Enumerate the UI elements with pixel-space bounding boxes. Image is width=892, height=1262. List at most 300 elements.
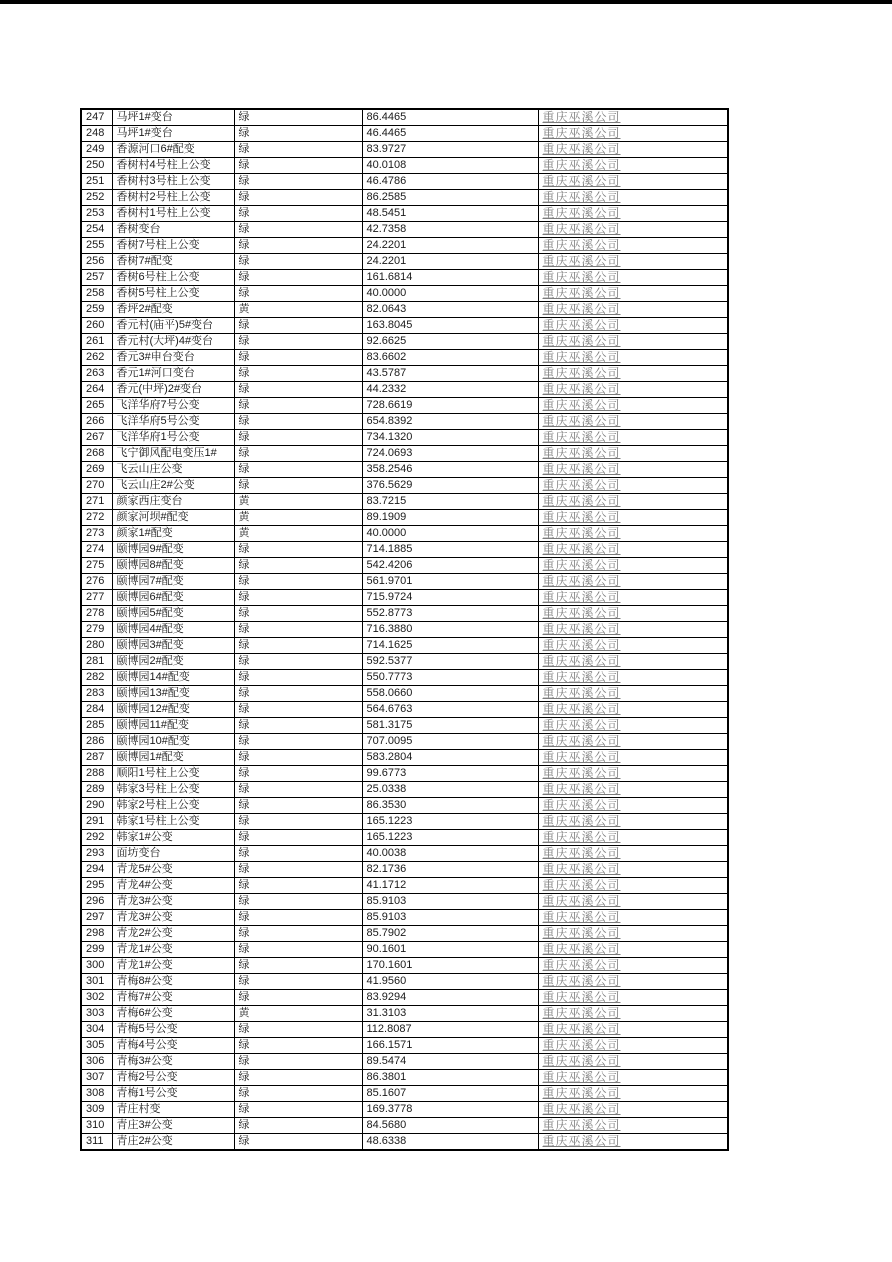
company-cell bbox=[538, 766, 728, 782]
row-number-cell: 284 bbox=[81, 702, 112, 718]
row-number-cell: 249 bbox=[81, 142, 112, 158]
value-cell: 592.5377 bbox=[362, 654, 538, 670]
company-cell bbox=[538, 350, 728, 366]
company-link[interactable]: 重庆巫溪公司 bbox=[542, 1037, 621, 1052]
name-cell: 颐博园12#配变 bbox=[112, 702, 234, 718]
company-cell bbox=[538, 126, 728, 142]
status-cell: 绿 bbox=[234, 286, 362, 302]
company-cell bbox=[538, 654, 728, 670]
company-link[interactable]: 重庆巫溪公司 bbox=[542, 957, 621, 972]
table-row bbox=[81, 1086, 728, 1102]
company-link[interactable]: 重庆巫溪公司 bbox=[542, 669, 621, 684]
name-cell: 颐博园1#配变 bbox=[112, 750, 234, 766]
company-cell bbox=[538, 750, 728, 766]
status-cell: 绿 bbox=[234, 734, 362, 750]
company-link[interactable]: 重庆巫溪公司 bbox=[542, 189, 621, 204]
company-cell bbox=[538, 526, 728, 542]
company-link[interactable]: 重庆巫溪公司 bbox=[542, 1085, 621, 1100]
company-link[interactable]: 重庆巫溪公司 bbox=[542, 829, 621, 844]
company-cell bbox=[538, 302, 728, 318]
company-link[interactable]: 重庆巫溪公司 bbox=[542, 253, 621, 268]
value-cell: 86.2585 bbox=[362, 190, 538, 206]
status-cell: 绿 bbox=[234, 462, 362, 478]
value-cell: 46.4786 bbox=[362, 174, 538, 190]
value-cell: 42.7358 bbox=[362, 222, 538, 238]
value-cell: 48.6338 bbox=[362, 1134, 538, 1151]
company-link[interactable]: 重庆巫溪公司 bbox=[542, 397, 621, 412]
status-cell: 绿 bbox=[234, 974, 362, 990]
company-link[interactable]: 重庆巫溪公司 bbox=[542, 925, 621, 940]
company-link[interactable]: 重庆巫溪公司 bbox=[542, 685, 621, 700]
status-cell: 绿 bbox=[234, 382, 362, 398]
row-number-cell: 266 bbox=[81, 414, 112, 430]
value-cell: 86.4465 bbox=[362, 109, 538, 126]
value-cell: 561.9701 bbox=[362, 574, 538, 590]
row-number-cell: 252 bbox=[81, 190, 112, 206]
value-cell: 85.7902 bbox=[362, 926, 538, 942]
company-cell bbox=[538, 238, 728, 254]
company-link[interactable]: 重庆巫溪公司 bbox=[542, 989, 621, 1004]
company-link[interactable]: 重庆巫溪公司 bbox=[542, 637, 621, 652]
name-cell: 青梅8#公变 bbox=[112, 974, 234, 990]
status-cell: 绿 bbox=[234, 606, 362, 622]
table-row bbox=[81, 974, 728, 990]
row-number-cell: 295 bbox=[81, 878, 112, 894]
name-cell: 颐博园8#配变 bbox=[112, 558, 234, 574]
name-cell: 颐博园2#配变 bbox=[112, 654, 234, 670]
value-cell: 31.3103 bbox=[362, 1006, 538, 1022]
table-row bbox=[81, 1054, 728, 1070]
company-link[interactable]: 重庆巫溪公司 bbox=[542, 973, 621, 988]
company-link[interactable]: 重庆巫溪公司 bbox=[542, 701, 621, 716]
value-cell: 714.1885 bbox=[362, 542, 538, 558]
company-link[interactable]: 重庆巫溪公司 bbox=[542, 717, 621, 732]
status-cell: 绿 bbox=[234, 1086, 362, 1102]
status-cell: 绿 bbox=[234, 782, 362, 798]
company-link[interactable]: 重庆巫溪公司 bbox=[542, 861, 621, 876]
row-number-cell: 274 bbox=[81, 542, 112, 558]
table-row bbox=[81, 174, 728, 190]
row-number-cell: 279 bbox=[81, 622, 112, 638]
table-row bbox=[81, 302, 728, 318]
company-cell bbox=[538, 414, 728, 430]
table-row bbox=[81, 1102, 728, 1118]
value-cell: 552.8773 bbox=[362, 606, 538, 622]
company-link[interactable]: 重庆巫溪公司 bbox=[542, 493, 621, 508]
row-number-cell: 307 bbox=[81, 1070, 112, 1086]
company-link[interactable]: 重庆巫溪公司 bbox=[542, 1101, 621, 1116]
status-cell: 绿 bbox=[234, 1022, 362, 1038]
table-row bbox=[81, 270, 728, 286]
value-cell: 83.9294 bbox=[362, 990, 538, 1006]
table-row bbox=[81, 990, 728, 1006]
table-row bbox=[81, 958, 728, 974]
name-cell: 青龙4#公变 bbox=[112, 878, 234, 894]
status-cell: 绿 bbox=[234, 766, 362, 782]
status-cell: 黄 bbox=[234, 510, 362, 526]
name-cell: 飞云山庄2#公变 bbox=[112, 478, 234, 494]
table-row bbox=[81, 590, 728, 606]
value-cell: 85.1607 bbox=[362, 1086, 538, 1102]
company-cell bbox=[538, 142, 728, 158]
name-cell: 青庄村变 bbox=[112, 1102, 234, 1118]
row-number-cell: 311 bbox=[81, 1134, 112, 1151]
company-link[interactable]: 重庆巫溪公司 bbox=[542, 765, 621, 780]
status-cell: 绿 bbox=[234, 238, 362, 254]
name-cell: 香元村(庙平)5#变台 bbox=[112, 318, 234, 334]
value-cell: 40.0038 bbox=[362, 846, 538, 862]
company-link[interactable]: 重庆巫溪公司 bbox=[542, 573, 621, 588]
table-row bbox=[81, 398, 728, 414]
name-cell: 青梅5号公变 bbox=[112, 1022, 234, 1038]
company-cell bbox=[538, 910, 728, 926]
company-link[interactable]: 重庆巫溪公司 bbox=[542, 301, 621, 316]
company-link[interactable]: 重庆巫溪公司 bbox=[542, 733, 621, 748]
table-row bbox=[81, 1134, 728, 1151]
row-number-cell: 247 bbox=[81, 109, 112, 126]
company-cell bbox=[538, 926, 728, 942]
company-link[interactable]: 重庆巫溪公司 bbox=[542, 173, 621, 188]
value-cell: 163.8045 bbox=[362, 318, 538, 334]
value-cell: 40.0000 bbox=[362, 526, 538, 542]
table-row bbox=[81, 734, 728, 750]
table-row bbox=[81, 686, 728, 702]
name-cell: 韩家2号柱上公变 bbox=[112, 798, 234, 814]
table-row bbox=[81, 238, 728, 254]
company-link[interactable]: 重庆巫溪公司 bbox=[542, 893, 621, 908]
status-cell: 绿 bbox=[234, 1102, 362, 1118]
row-number-cell: 309 bbox=[81, 1102, 112, 1118]
company-link[interactable]: 重庆巫溪公司 bbox=[542, 845, 621, 860]
row-number-cell: 258 bbox=[81, 286, 112, 302]
value-cell: 165.1223 bbox=[362, 830, 538, 846]
value-cell: 542.4206 bbox=[362, 558, 538, 574]
name-cell: 香树村4号柱上公变 bbox=[112, 158, 234, 174]
company-cell bbox=[538, 1038, 728, 1054]
company-link[interactable]: 重庆巫溪公司 bbox=[542, 205, 621, 220]
row-number-cell: 297 bbox=[81, 910, 112, 926]
company-link[interactable]: 重庆巫溪公司 bbox=[542, 653, 621, 668]
status-cell: 绿 bbox=[234, 126, 362, 142]
table-row bbox=[81, 766, 728, 782]
name-cell: 青庄3#公变 bbox=[112, 1118, 234, 1134]
company-link[interactable]: 重庆巫溪公司 bbox=[542, 589, 621, 604]
company-cell bbox=[538, 366, 728, 382]
transformer-table bbox=[80, 108, 729, 1151]
company-link[interactable]: 重庆巫溪公司 bbox=[542, 445, 621, 460]
name-cell: 韩家3号柱上公变 bbox=[112, 782, 234, 798]
page-top-border-line bbox=[0, 0, 892, 4]
table-row bbox=[81, 798, 728, 814]
row-number-cell: 304 bbox=[81, 1022, 112, 1038]
company-link[interactable]: 重庆巫溪公司 bbox=[542, 461, 621, 476]
value-cell: 85.9103 bbox=[362, 894, 538, 910]
row-number-cell: 248 bbox=[81, 126, 112, 142]
value-cell: 169.3778 bbox=[362, 1102, 538, 1118]
name-cell: 香坪2#配变 bbox=[112, 302, 234, 318]
company-cell bbox=[538, 702, 728, 718]
status-cell: 绿 bbox=[234, 750, 362, 766]
table-row bbox=[81, 158, 728, 174]
company-link[interactable]: 重庆巫溪公司 bbox=[542, 1133, 621, 1148]
row-number-cell: 303 bbox=[81, 1006, 112, 1022]
row-number-cell: 282 bbox=[81, 670, 112, 686]
company-link[interactable]: 重庆巫溪公司 bbox=[542, 1053, 621, 1068]
company-link[interactable]: 重庆巫溪公司 bbox=[542, 941, 621, 956]
row-number-cell: 292 bbox=[81, 830, 112, 846]
table-row bbox=[81, 750, 728, 766]
company-link[interactable]: 重庆巫溪公司 bbox=[542, 285, 621, 300]
value-cell: 84.5680 bbox=[362, 1118, 538, 1134]
company-cell bbox=[538, 382, 728, 398]
company-link[interactable]: 重庆巫溪公司 bbox=[542, 349, 621, 364]
name-cell: 飞洋华府7号公变 bbox=[112, 398, 234, 414]
company-link[interactable]: 重庆巫溪公司 bbox=[542, 317, 621, 332]
row-number-cell: 301 bbox=[81, 974, 112, 990]
name-cell: 颐博园13#配变 bbox=[112, 686, 234, 702]
row-number-cell: 286 bbox=[81, 734, 112, 750]
company-link[interactable]: 重庆巫溪公司 bbox=[542, 525, 621, 540]
row-number-cell: 300 bbox=[81, 958, 112, 974]
name-cell: 青龙1#公变 bbox=[112, 942, 234, 958]
value-cell: 85.9103 bbox=[362, 910, 538, 926]
name-cell: 飞宁御风配电变压1# bbox=[112, 446, 234, 462]
name-cell: 颐博园4#配变 bbox=[112, 622, 234, 638]
row-number-cell: 255 bbox=[81, 238, 112, 254]
company-cell bbox=[538, 798, 728, 814]
name-cell: 香树7号柱上公变 bbox=[112, 238, 234, 254]
company-link[interactable]: 重庆巫溪公司 bbox=[542, 141, 621, 156]
company-cell bbox=[538, 334, 728, 350]
row-number-cell: 265 bbox=[81, 398, 112, 414]
row-number-cell: 264 bbox=[81, 382, 112, 398]
status-cell: 绿 bbox=[234, 942, 362, 958]
company-cell bbox=[538, 734, 728, 750]
value-cell: 581.3175 bbox=[362, 718, 538, 734]
company-link[interactable]: 重庆巫溪公司 bbox=[542, 413, 621, 428]
company-link[interactable]: 重庆巫溪公司 bbox=[542, 1069, 621, 1084]
row-number-cell: 294 bbox=[81, 862, 112, 878]
status-cell: 绿 bbox=[234, 638, 362, 654]
company-cell bbox=[538, 1070, 728, 1086]
value-cell: 89.5474 bbox=[362, 1054, 538, 1070]
company-link[interactable]: 重庆巫溪公司 bbox=[542, 877, 621, 892]
value-cell: 44.2332 bbox=[362, 382, 538, 398]
company-link[interactable]: 重庆巫溪公司 bbox=[542, 429, 621, 444]
company-cell bbox=[538, 109, 728, 126]
value-cell: 550.7773 bbox=[362, 670, 538, 686]
table-row bbox=[81, 318, 728, 334]
table-row bbox=[81, 510, 728, 526]
row-number-cell: 272 bbox=[81, 510, 112, 526]
company-link[interactable]: 重庆巫溪公司 bbox=[542, 269, 621, 284]
table-row bbox=[81, 142, 728, 158]
value-cell: 83.9727 bbox=[362, 142, 538, 158]
table-row bbox=[81, 782, 728, 798]
company-link[interactable]: 重庆巫溪公司 bbox=[542, 221, 621, 236]
table-row bbox=[81, 222, 728, 238]
company-link[interactable]: 重庆巫溪公司 bbox=[542, 381, 621, 396]
name-cell: 马坪1#变台 bbox=[112, 126, 234, 142]
company-cell bbox=[538, 622, 728, 638]
row-number-cell: 267 bbox=[81, 430, 112, 446]
row-number-cell: 270 bbox=[81, 478, 112, 494]
value-cell: 112.8087 bbox=[362, 1022, 538, 1038]
value-cell: 82.0643 bbox=[362, 302, 538, 318]
status-cell: 绿 bbox=[234, 670, 362, 686]
status-cell: 绿 bbox=[234, 174, 362, 190]
company-link[interactable]: 重庆巫溪公司 bbox=[542, 621, 621, 636]
status-cell: 绿 bbox=[234, 542, 362, 558]
company-link[interactable]: 重庆巫溪公司 bbox=[542, 909, 621, 924]
row-number-cell: 262 bbox=[81, 350, 112, 366]
company-link[interactable]: 重庆巫溪公司 bbox=[542, 109, 621, 124]
company-link[interactable]: 重庆巫溪公司 bbox=[542, 781, 621, 796]
row-number-cell: 281 bbox=[81, 654, 112, 670]
row-number-cell: 261 bbox=[81, 334, 112, 350]
company-cell bbox=[538, 942, 728, 958]
name-cell: 香元1#河口变台 bbox=[112, 366, 234, 382]
status-cell: 绿 bbox=[234, 654, 362, 670]
company-cell bbox=[538, 1086, 728, 1102]
value-cell: 716.3880 bbox=[362, 622, 538, 638]
company-link[interactable]: 重庆巫溪公司 bbox=[542, 237, 621, 252]
company-link[interactable]: 重庆巫溪公司 bbox=[542, 477, 621, 492]
row-number-cell: 288 bbox=[81, 766, 112, 782]
table-row bbox=[81, 926, 728, 942]
value-cell: 48.5451 bbox=[362, 206, 538, 222]
company-cell bbox=[538, 862, 728, 878]
table-row bbox=[81, 494, 728, 510]
company-link[interactable]: 重庆巫溪公司 bbox=[542, 1005, 621, 1020]
value-cell: 734.1320 bbox=[362, 430, 538, 446]
status-cell: 绿 bbox=[234, 446, 362, 462]
company-link[interactable]: 重庆巫溪公司 bbox=[542, 557, 621, 572]
company-link[interactable]: 重庆巫溪公司 bbox=[542, 797, 621, 812]
table-row bbox=[81, 382, 728, 398]
status-cell: 黄 bbox=[234, 494, 362, 510]
name-cell: 颜家河坝#配变 bbox=[112, 510, 234, 526]
table-row bbox=[81, 350, 728, 366]
row-number-cell: 293 bbox=[81, 846, 112, 862]
company-link[interactable]: 重庆巫溪公司 bbox=[542, 333, 621, 348]
company-cell bbox=[538, 1006, 728, 1022]
row-number-cell: 298 bbox=[81, 926, 112, 942]
company-link[interactable]: 重庆巫溪公司 bbox=[542, 1021, 621, 1036]
name-cell: 颐博园3#配变 bbox=[112, 638, 234, 654]
value-cell: 564.6763 bbox=[362, 702, 538, 718]
company-link[interactable]: 重庆巫溪公司 bbox=[542, 749, 621, 764]
value-cell: 714.1625 bbox=[362, 638, 538, 654]
name-cell: 青龙3#公变 bbox=[112, 910, 234, 926]
company-cell bbox=[538, 254, 728, 270]
status-cell: 绿 bbox=[234, 894, 362, 910]
name-cell: 香树6号柱上公变 bbox=[112, 270, 234, 286]
value-cell: 99.6773 bbox=[362, 766, 538, 782]
status-cell: 绿 bbox=[234, 190, 362, 206]
table-row bbox=[81, 1070, 728, 1086]
table-row bbox=[81, 814, 728, 830]
value-cell: 40.0000 bbox=[362, 286, 538, 302]
status-cell: 绿 bbox=[234, 1134, 362, 1151]
name-cell: 香树7#配变 bbox=[112, 254, 234, 270]
company-cell bbox=[538, 846, 728, 862]
row-number-cell: 290 bbox=[81, 798, 112, 814]
company-link[interactable]: 重庆巫溪公司 bbox=[542, 541, 621, 556]
company-link[interactable]: 重庆巫溪公司 bbox=[542, 125, 621, 140]
status-cell: 绿 bbox=[234, 958, 362, 974]
row-number-cell: 259 bbox=[81, 302, 112, 318]
status-cell: 绿 bbox=[234, 910, 362, 926]
company-cell bbox=[538, 318, 728, 334]
status-cell: 绿 bbox=[234, 574, 362, 590]
value-cell: 170.1601 bbox=[362, 958, 538, 974]
table-body bbox=[81, 109, 728, 1150]
company-cell bbox=[538, 814, 728, 830]
table-row bbox=[81, 1006, 728, 1022]
company-cell bbox=[538, 158, 728, 174]
name-cell: 马坪1#变台 bbox=[112, 109, 234, 126]
name-cell: 青梅7#公变 bbox=[112, 990, 234, 1006]
table-row bbox=[81, 109, 728, 126]
company-link[interactable]: 重庆巫溪公司 bbox=[542, 365, 621, 380]
row-number-cell: 256 bbox=[81, 254, 112, 270]
value-cell: 83.6602 bbox=[362, 350, 538, 366]
value-cell: 165.1223 bbox=[362, 814, 538, 830]
table-row bbox=[81, 1038, 728, 1054]
status-cell: 绿 bbox=[234, 206, 362, 222]
value-cell: 583.2804 bbox=[362, 750, 538, 766]
status-cell: 绿 bbox=[234, 926, 362, 942]
company-cell bbox=[538, 206, 728, 222]
company-link[interactable]: 重庆巫溪公司 bbox=[542, 1117, 621, 1132]
company-link[interactable]: 重庆巫溪公司 bbox=[542, 813, 621, 828]
company-link[interactable]: 重庆巫溪公司 bbox=[542, 509, 621, 524]
table-row bbox=[81, 894, 728, 910]
name-cell: 颐博园14#配变 bbox=[112, 670, 234, 686]
name-cell: 颜家1#配变 bbox=[112, 526, 234, 542]
value-cell: 90.1601 bbox=[362, 942, 538, 958]
company-link[interactable]: 重庆巫溪公司 bbox=[542, 605, 621, 620]
row-number-cell: 308 bbox=[81, 1086, 112, 1102]
value-cell: 166.1571 bbox=[362, 1038, 538, 1054]
table-row bbox=[81, 910, 728, 926]
table-row bbox=[81, 1022, 728, 1038]
value-cell: 24.2201 bbox=[362, 254, 538, 270]
value-cell: 358.2546 bbox=[362, 462, 538, 478]
name-cell: 颐博园10#配变 bbox=[112, 734, 234, 750]
row-number-cell: 275 bbox=[81, 558, 112, 574]
name-cell: 韩家1#公变 bbox=[112, 830, 234, 846]
company-cell bbox=[538, 974, 728, 990]
company-cell bbox=[538, 558, 728, 574]
table-row bbox=[81, 702, 728, 718]
value-cell: 40.0108 bbox=[362, 158, 538, 174]
name-cell: 香元(中坪)2#变台 bbox=[112, 382, 234, 398]
company-cell bbox=[538, 670, 728, 686]
name-cell: 香树村1号柱上公变 bbox=[112, 206, 234, 222]
name-cell: 颐博园6#配变 bbox=[112, 590, 234, 606]
table-row bbox=[81, 878, 728, 894]
company-link[interactable]: 重庆巫溪公司 bbox=[542, 157, 621, 172]
status-cell: 绿 bbox=[234, 142, 362, 158]
name-cell: 飞洋华府5号公变 bbox=[112, 414, 234, 430]
row-number-cell: 305 bbox=[81, 1038, 112, 1054]
table-row bbox=[81, 462, 728, 478]
table-row bbox=[81, 126, 728, 142]
value-cell: 724.0693 bbox=[362, 446, 538, 462]
row-number-cell: 257 bbox=[81, 270, 112, 286]
